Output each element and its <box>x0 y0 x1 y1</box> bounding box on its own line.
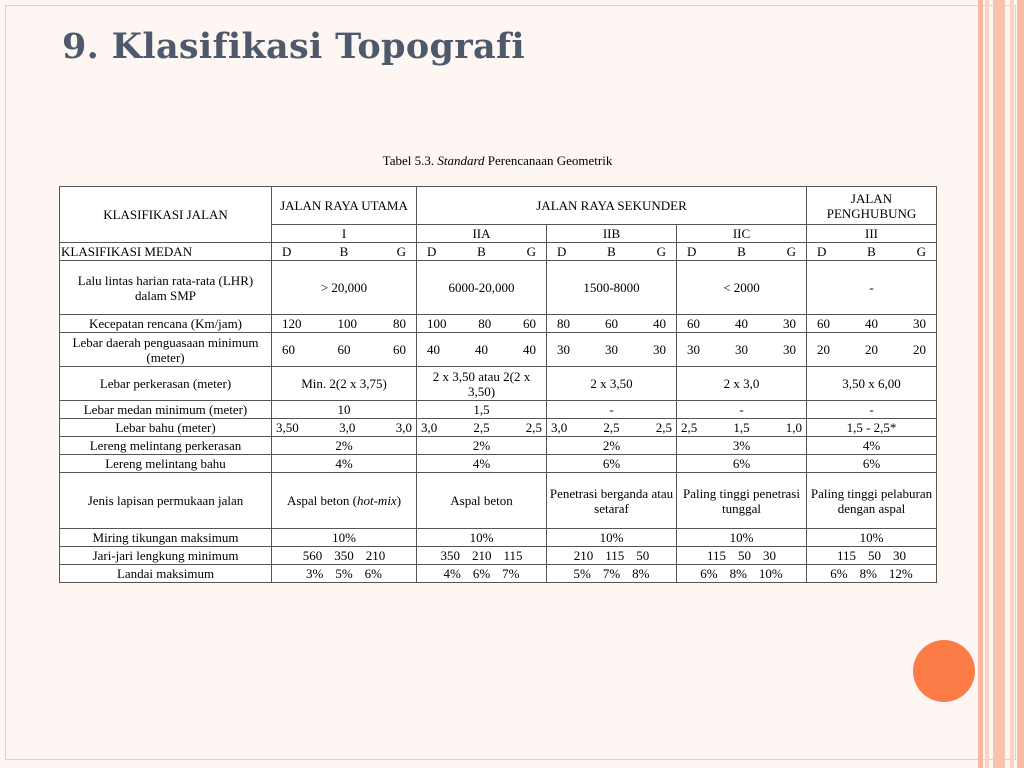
table-cell <box>547 333 677 367</box>
decor-stripe <box>993 0 1005 768</box>
cell-value: 20 <box>913 342 926 357</box>
cell-value: 30 <box>605 342 618 357</box>
cell-value: 30 <box>783 342 796 357</box>
cell-value: 210 <box>365 548 386 563</box>
table-cell: 6000-20,000 <box>417 261 547 315</box>
table-cell: - <box>807 261 937 315</box>
medan-g: G <box>526 244 536 259</box>
medan-b: B <box>477 244 486 259</box>
class-header: III <box>807 225 937 243</box>
cell-value: 60 <box>523 316 536 331</box>
table-cell: 2 x 3,0 <box>677 367 807 401</box>
cell-value: 2,5 <box>525 420 542 435</box>
header-klasifikasi-jalan: KLASIFIKASI JALAN <box>60 187 272 243</box>
medan-b: B <box>339 244 349 259</box>
medan-g: G <box>396 244 406 259</box>
table-cell: 4% <box>807 437 937 455</box>
cell-value: 30 <box>783 316 796 331</box>
medan-b: B <box>737 244 746 259</box>
row-klasifikasi-medan <box>60 243 937 261</box>
table-cell <box>272 547 417 565</box>
header-penghubung: JALAN PENGHUBUNG <box>807 187 937 225</box>
table-cell: 3,50 x 6,00 <box>807 367 937 401</box>
row-lhr <box>60 261 937 315</box>
cell-value: 60 <box>687 316 700 331</box>
cell-value: 6% <box>700 566 718 581</box>
row-label: Lereng melintang bahu <box>60 455 272 473</box>
table-cell <box>417 565 547 583</box>
row-label: Lereng melintang perkerasan <box>60 437 272 455</box>
table-cell: 1,5 <box>417 401 547 419</box>
decor-stripe <box>1010 0 1014 768</box>
row-lebar-perkerasan <box>60 367 937 401</box>
table-cell: 10% <box>272 529 417 547</box>
cell-value: 2,5 <box>473 420 490 435</box>
cell-value: 350 <box>440 548 460 563</box>
row-label: Jenis lapisan permukaan jalan <box>60 473 272 529</box>
table-cell <box>807 547 937 565</box>
class-header: IIC <box>677 225 807 243</box>
table-cell <box>677 419 807 437</box>
table-cell: Paling tinggi pelaburan dengan aspal <box>807 473 937 529</box>
medan-g: G <box>786 244 796 259</box>
row-jari-jari <box>60 547 937 565</box>
table-cell <box>547 565 677 583</box>
cell-value: 560 <box>302 548 323 563</box>
cell-value: 5% <box>335 566 353 581</box>
decorative-circle <box>913 640 975 702</box>
table-cell: 4% <box>272 455 417 473</box>
table-cell: 4% <box>417 455 547 473</box>
medan-cell <box>272 243 417 261</box>
cell-value: 50 <box>636 548 650 563</box>
table-cell <box>272 419 417 437</box>
cell-value: 30 <box>763 548 777 563</box>
medan-d: D <box>817 244 827 259</box>
cell-value: 20 <box>817 342 830 357</box>
table-cell <box>547 547 677 565</box>
table-cell <box>807 565 937 583</box>
cell-value: 100 <box>337 316 357 331</box>
row-lebar-bahu <box>60 419 937 437</box>
table-cell: 1500-8000 <box>547 261 677 315</box>
cell-value: 2,5 <box>681 420 698 435</box>
cell-value: 120 <box>282 316 302 331</box>
row-kecepatan <box>60 315 937 333</box>
row-label: Lebar medan minimum (meter) <box>60 401 272 419</box>
header-utama: JALAN RAYA UTAMA <box>272 187 417 225</box>
medan-cell <box>807 243 937 261</box>
cell-value: 30 <box>687 342 700 357</box>
cell-value: 60 <box>605 316 618 331</box>
table-cell: > 20,000 <box>272 261 417 315</box>
cell-value: 2,5 <box>655 420 672 435</box>
table-cell: 10 <box>272 401 417 419</box>
row-label: Lalu lintas harian rata-rata (LHR) dalam SMP <box>60 261 272 315</box>
cell-value: 30 <box>735 342 748 357</box>
table-cell: 10% <box>807 529 937 547</box>
table-caption <box>59 153 936 169</box>
table-cell <box>677 547 807 565</box>
cell-value: 3,0 <box>339 420 356 435</box>
caption-prefix: Tabel 5.3. <box>382 153 435 168</box>
table-cell: 2% <box>272 437 417 455</box>
cell-value: 115 <box>706 548 727 563</box>
table-cell: - <box>807 401 937 419</box>
cell-value: 3% <box>305 566 324 581</box>
row-miring <box>60 529 937 547</box>
table-cell: - <box>547 401 677 419</box>
table-cell <box>677 565 807 583</box>
row-landai <box>60 565 937 583</box>
table-cell: 2% <box>547 437 677 455</box>
cell-value: 6% <box>364 566 383 581</box>
cell-value: 50 <box>868 548 882 563</box>
table-cell: 10% <box>547 529 677 547</box>
cell-value: 40 <box>735 316 748 331</box>
table-cell <box>677 315 807 333</box>
cell-value: 5% <box>573 566 591 581</box>
cell-value: 210 <box>573 548 594 563</box>
cell-value: 12% <box>888 566 913 581</box>
row-lapisan <box>60 473 937 529</box>
cell-value: 6% <box>830 566 848 581</box>
table-cell <box>272 315 417 333</box>
cell-value: 30 <box>913 316 926 331</box>
table-cell <box>807 333 937 367</box>
row-lebar-daerah <box>60 333 937 367</box>
cell-value: 40 <box>865 316 878 331</box>
row-lebar-medan <box>60 401 937 419</box>
cell-value: 210 <box>471 548 492 563</box>
medan-cell <box>417 243 547 261</box>
table-cell: Aspal beton <box>417 473 547 529</box>
medan-g: G <box>656 244 666 259</box>
cell-value: 115 <box>836 548 857 563</box>
table-cell: Penetrasi berganda atau setaraf <box>547 473 677 529</box>
cell-value: 8% <box>632 566 650 581</box>
table-cell <box>547 315 677 333</box>
table-cell: 1,5 - 2,5* <box>807 419 937 437</box>
row-label: Jari-jari lengkung minimum <box>60 547 272 565</box>
table-cell: 6% <box>677 455 807 473</box>
geometric-standard-table <box>59 186 937 583</box>
cell-value: 50 <box>738 548 752 563</box>
cell-value: 40 <box>427 342 440 357</box>
cell-value: 40 <box>523 342 536 357</box>
cell-value: 100 <box>427 316 447 331</box>
cell-value: 80 <box>478 316 492 331</box>
class-header: IIB <box>547 225 677 243</box>
header-sekunder: JALAN RAYA SEKUNDER <box>417 187 807 225</box>
table-cell: 3% <box>677 437 807 455</box>
table-cell <box>272 473 417 529</box>
cell-text: ) <box>396 493 402 508</box>
row-label: Lebar daerah penguasaan minimum (meter) <box>60 333 272 367</box>
cell-value: 115 <box>503 548 523 563</box>
decor-stripe <box>985 0 989 768</box>
decor-stripe <box>1017 0 1024 768</box>
row-label: KLASIFIKASI MEDAN <box>60 243 272 261</box>
medan-d: D <box>282 244 292 259</box>
table-cell <box>272 565 417 583</box>
medan-g: G <box>916 244 926 259</box>
cell-value: 60 <box>282 342 295 357</box>
class-header: I <box>272 225 417 243</box>
table-cell: 10% <box>417 529 547 547</box>
table-cell <box>417 547 547 565</box>
cell-value: 40 <box>475 342 488 357</box>
cell-text: Aspal beton ( <box>286 493 357 508</box>
cell-value: 3,0 <box>421 420 438 435</box>
row-label: Lebar bahu (meter) <box>60 419 272 437</box>
cell-value: 350 <box>334 548 354 563</box>
cell-value: 30 <box>893 548 907 563</box>
cell-italic: hot-mix <box>356 493 397 508</box>
cell-value: 1,5 <box>733 420 750 435</box>
row-label: Kecepatan rencana (Km/jam) <box>60 315 272 333</box>
row-label: Miring tikungan maksimum <box>60 529 272 547</box>
cell-value: 3,0 <box>395 420 412 435</box>
cell-value: 7% <box>502 566 520 581</box>
table-cell <box>417 419 547 437</box>
row-lereng-bahu <box>60 455 937 473</box>
table-cell: - <box>677 401 807 419</box>
cell-value: 60 <box>393 342 406 357</box>
cell-value: 10% <box>758 566 783 581</box>
cell-value: 2,5 <box>603 420 620 435</box>
cell-value: 4% <box>443 566 461 581</box>
table-cell <box>417 333 547 367</box>
table-cell: 2 x 3,50 atau 2(2 x 3,50) <box>417 367 547 401</box>
table-cell <box>677 333 807 367</box>
cell-value: 60 <box>817 316 830 331</box>
row-label: Lebar perkerasan (meter) <box>60 367 272 401</box>
table-cell: < 2000 <box>677 261 807 315</box>
table-cell: 6% <box>547 455 677 473</box>
cell-value: 3,0 <box>551 420 568 435</box>
medan-d: D <box>557 244 567 259</box>
cell-value: 6% <box>472 566 491 581</box>
cell-value: 115 <box>605 548 625 563</box>
row-lereng-perkerasan <box>60 437 937 455</box>
cell-value: 80 <box>393 316 406 331</box>
medan-d: D <box>427 244 437 259</box>
cell-value: 30 <box>557 342 570 357</box>
table-cell <box>547 419 677 437</box>
cell-value: 3,50 <box>276 420 299 435</box>
medan-cell <box>677 243 807 261</box>
cell-value: 8% <box>729 566 747 581</box>
cell-value: 7% <box>602 566 621 581</box>
cell-value: 60 <box>337 342 351 357</box>
caption-suffix: Perencanaan Geometrik <box>487 153 613 168</box>
row-label: Landai maksimum <box>60 565 272 583</box>
table-cell: Min. 2(2 x 3,75) <box>272 367 417 401</box>
table-cell: 10% <box>677 529 807 547</box>
medan-b: B <box>867 244 876 259</box>
table-cell <box>417 315 547 333</box>
caption-italic: Standard <box>437 153 485 168</box>
slide-title: 9. Klasifikasi Topografi <box>62 26 525 67</box>
table-cell: 6% <box>807 455 937 473</box>
cell-value: 80 <box>557 316 570 331</box>
table-cell: Paling tinggi penetrasi tunggal <box>677 473 807 529</box>
table-cell: 2 x 3,50 <box>547 367 677 401</box>
cell-value: 8% <box>859 566 877 581</box>
class-header: IIA <box>417 225 547 243</box>
medan-d: D <box>687 244 697 259</box>
medan-b: B <box>607 244 616 259</box>
cell-value: 20 <box>865 342 878 357</box>
cell-value: 30 <box>653 342 666 357</box>
table-cell <box>272 333 417 367</box>
cell-value: 40 <box>653 316 666 331</box>
medan-cell <box>547 243 677 261</box>
cell-value: 1,0 <box>785 420 802 435</box>
decor-stripe <box>978 0 983 768</box>
table-cell <box>807 315 937 333</box>
table-cell: 2% <box>417 437 547 455</box>
